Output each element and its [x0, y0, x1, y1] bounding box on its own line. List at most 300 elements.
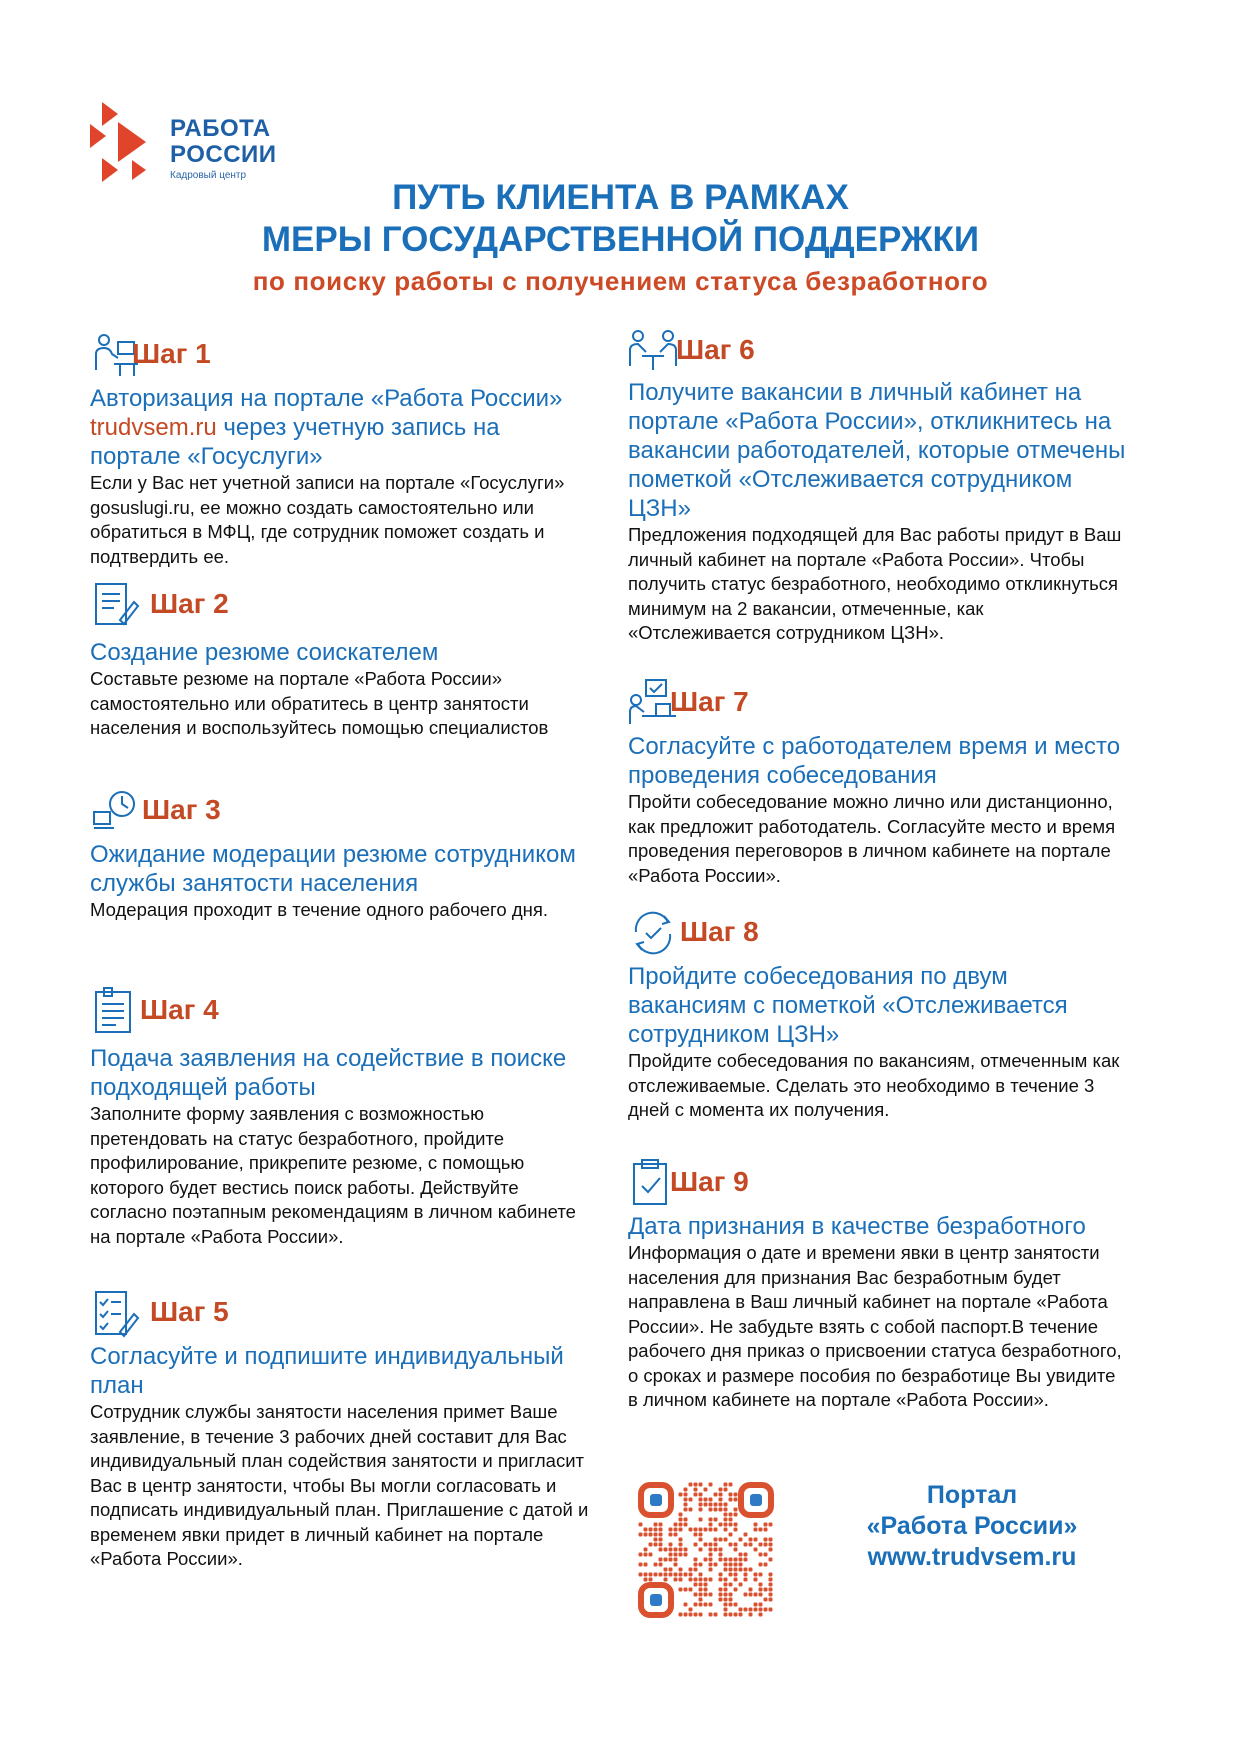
qr-module — [709, 1563, 713, 1567]
logo-arrows-icon — [88, 100, 170, 186]
qr-module — [684, 1498, 688, 1502]
qr-module — [729, 1598, 733, 1602]
qr-module — [674, 1563, 678, 1567]
qr-module — [724, 1608, 728, 1612]
qr-module — [769, 1543, 773, 1547]
qr-module — [679, 1573, 683, 1577]
qr-module — [709, 1523, 713, 1527]
qr-module — [744, 1553, 748, 1557]
qr-module — [654, 1563, 658, 1567]
qr-module — [654, 1538, 658, 1542]
qr-module — [739, 1608, 743, 1612]
step-2-label: Шаг 2 — [150, 588, 229, 619]
qr-module — [644, 1528, 648, 1532]
qr-module — [769, 1608, 773, 1612]
qr-module — [689, 1568, 693, 1572]
qr-module — [669, 1543, 673, 1547]
qr-module — [709, 1553, 713, 1557]
qr-module — [729, 1483, 733, 1487]
step-1-label: Шаг 1 — [132, 338, 211, 369]
qr-module — [754, 1603, 758, 1607]
qr-module — [684, 1613, 688, 1617]
qr-module — [649, 1533, 653, 1537]
qr-module — [739, 1538, 743, 1542]
qr-module — [734, 1613, 738, 1617]
step-4-text: Заполните форму заявления с возможностью претендовать на статус безработного, пройдите профилирование, прикрепите резюме, с помощью которого будет вестись поиск работы. Действуйте согласно поэтапным рекомендациям в личном кабинете на портале «Работа России». — [90, 1103, 576, 1247]
qr-module — [694, 1603, 698, 1607]
qr-module — [769, 1588, 773, 1592]
step-2-title: Создание резюме соискателем — [90, 639, 439, 666]
portal-caption — [842, 1480, 1102, 1573]
qr-module — [719, 1553, 723, 1557]
qr-module — [744, 1573, 748, 1577]
qr-module — [729, 1543, 733, 1547]
qr-module — [769, 1538, 773, 1542]
qr-module — [734, 1528, 738, 1532]
qr-module — [724, 1593, 728, 1597]
qr-module — [729, 1563, 733, 1567]
qr-module — [714, 1613, 718, 1617]
qr-module — [734, 1543, 738, 1547]
qr-module — [709, 1578, 713, 1582]
qr-module — [754, 1608, 758, 1612]
qr-module — [704, 1543, 708, 1547]
qr-module — [764, 1553, 768, 1557]
qr-module — [754, 1593, 758, 1597]
qr-module — [679, 1543, 683, 1547]
qr-module — [719, 1548, 723, 1552]
qr-module — [719, 1493, 723, 1497]
qr-module — [644, 1578, 648, 1582]
qr-module — [709, 1528, 713, 1532]
qr-module — [669, 1533, 673, 1537]
qr-module — [644, 1548, 648, 1552]
qr-module — [644, 1563, 648, 1567]
qr-module — [699, 1613, 703, 1617]
qr-module — [679, 1538, 683, 1542]
qr-module — [759, 1603, 763, 1607]
qr-module — [759, 1588, 763, 1592]
qr-module — [739, 1553, 743, 1557]
step-7 — [628, 678, 1128, 888]
step-8-label: Шаг 8 — [680, 916, 759, 947]
step-8 — [628, 908, 1128, 1123]
qr-module — [659, 1563, 663, 1567]
qr-module — [709, 1503, 713, 1507]
two-people-meeting-icon — [628, 326, 678, 376]
qr-module — [734, 1508, 738, 1512]
qr-module — [699, 1538, 703, 1542]
step-3-label: Шаг 3 — [142, 794, 221, 825]
qr-module — [709, 1543, 713, 1547]
logo-line-2: РОССИИ — [170, 141, 277, 168]
qr-module — [704, 1588, 708, 1592]
qr-module — [674, 1533, 678, 1537]
step-7-title: Согласуйте с работодателем время и место проведения собеседования — [628, 733, 1121, 789]
qr-module — [679, 1568, 683, 1572]
qr-module — [664, 1548, 668, 1552]
qr-module — [684, 1518, 688, 1522]
qr-module — [719, 1573, 723, 1577]
qr-module — [724, 1523, 728, 1527]
page-title-line-2: МЕРЫ ГОСУДАРСТВЕННОЙ ПОДДЕРЖКИ — [261, 220, 980, 259]
qr-module — [719, 1593, 723, 1597]
qr-module — [764, 1543, 768, 1547]
qr-module — [719, 1588, 723, 1592]
qr-module — [659, 1573, 663, 1577]
step-5-title: Согласуйте и подпишите индивидуальный план — [90, 1343, 564, 1399]
qr-module — [649, 1528, 653, 1532]
qr-module — [684, 1548, 688, 1552]
qr-module — [759, 1593, 763, 1597]
qr-module — [689, 1613, 693, 1617]
qr-module — [689, 1578, 693, 1582]
qr-module — [729, 1493, 733, 1497]
qr-module — [694, 1568, 698, 1572]
qr-module — [724, 1568, 728, 1572]
qr-code[interactable] — [638, 1482, 774, 1618]
qr-module — [659, 1548, 663, 1552]
qr-module — [654, 1543, 658, 1547]
qr-module — [689, 1588, 693, 1592]
qr-module — [699, 1548, 703, 1552]
qr-module — [729, 1523, 733, 1527]
qr-module — [759, 1553, 763, 1557]
qr-module — [709, 1548, 713, 1552]
qr-module — [699, 1588, 703, 1592]
qr-module — [654, 1533, 658, 1537]
qr-module — [724, 1588, 728, 1592]
qr-module — [709, 1603, 713, 1607]
step-6-title: Получите вакансии в личный кабинет на портале «Работа России», откликнитесь на вакансии работодателей, которые отмечены пометкой «Отслеживается сотрудником ЦЗН» — [628, 379, 1126, 522]
qr-module — [689, 1498, 693, 1502]
qr-module — [744, 1558, 748, 1562]
qr-module — [759, 1528, 763, 1532]
qr-module — [744, 1593, 748, 1597]
qr-module — [664, 1578, 668, 1582]
qr-module — [699, 1483, 703, 1487]
qr-module — [694, 1493, 698, 1497]
qr-module — [769, 1583, 773, 1587]
step-6 — [628, 330, 1128, 646]
qr-module — [739, 1583, 743, 1587]
qr-module — [714, 1508, 718, 1512]
qr-module — [759, 1608, 763, 1612]
qr-module — [754, 1578, 758, 1582]
step-3-title: Ожидание модерации резюме сотрудником службы занятости населения — [90, 841, 576, 897]
qr-module — [659, 1538, 663, 1542]
qr-module — [719, 1498, 723, 1502]
qr-module — [724, 1563, 728, 1567]
qr-module — [719, 1488, 723, 1492]
qr-module — [769, 1558, 773, 1562]
qr-module — [724, 1488, 728, 1492]
qr-module — [729, 1568, 733, 1572]
qr-module — [644, 1533, 648, 1537]
qr-module — [669, 1568, 673, 1572]
qr-module — [729, 1498, 733, 1502]
qr-module — [669, 1553, 673, 1557]
qr-module — [724, 1578, 728, 1582]
qr-module — [694, 1533, 698, 1537]
qr-module — [664, 1568, 668, 1572]
qr-module — [689, 1573, 693, 1577]
qr-module — [699, 1503, 703, 1507]
qr-module — [689, 1608, 693, 1612]
qr-module — [654, 1523, 658, 1527]
qr-module — [714, 1548, 718, 1552]
qr-module — [734, 1498, 738, 1502]
qr-module — [744, 1543, 748, 1547]
qr-module — [679, 1493, 683, 1497]
qr-module — [719, 1538, 723, 1542]
qr-module — [699, 1598, 703, 1602]
qr-module — [724, 1483, 728, 1487]
step-5-text: Сотрудник службы занятости населения примет Ваше заявление, в течение 3 рабочих дней составит для Вас индивидуальный план содействия занятости и пригласит Вас в центр занятости, чтобы Вы могли согласовать и подписать индивидуальный план. Приглашение с датой и временем явки придет в личный кабинет на портале «Работа России». — [90, 1401, 589, 1569]
step-9-title: Дата признания в качестве безработного — [628, 1213, 1086, 1240]
step-2-text: Составьте резюме на портале «Работа России» самостоятельно или обратитесь в центр занятости населения и воспользуйтесь помощью специалистов — [90, 668, 549, 738]
qr-module — [734, 1513, 738, 1517]
qr-module — [759, 1583, 763, 1587]
qr-module — [689, 1483, 693, 1487]
qr-module — [709, 1593, 713, 1597]
qr-module — [729, 1613, 733, 1617]
qr-module — [729, 1583, 733, 1587]
qr-module — [699, 1563, 703, 1567]
resume-document-icon — [90, 580, 140, 630]
qr-module — [694, 1528, 698, 1532]
qr-module — [669, 1528, 673, 1532]
qr-module — [724, 1503, 728, 1507]
qr-module — [699, 1573, 703, 1577]
qr-module — [704, 1603, 708, 1607]
step-7-label: Шаг 7 — [670, 686, 749, 717]
qr-module — [739, 1558, 743, 1562]
qr-module — [679, 1548, 683, 1552]
qr-module — [679, 1528, 683, 1532]
qr-module — [769, 1573, 773, 1577]
qr-module — [729, 1603, 733, 1607]
qr-module — [704, 1558, 708, 1562]
qr-module — [734, 1563, 738, 1567]
qr-module — [734, 1573, 738, 1577]
qr-module — [714, 1493, 718, 1497]
qr-module — [709, 1498, 713, 1502]
qr-module — [684, 1503, 688, 1507]
qr-module — [719, 1598, 723, 1602]
qr-module — [724, 1518, 728, 1522]
qr-module — [679, 1553, 683, 1557]
step-6-text: Предложения подходящей для Вас работы придут в Ваш личный кабинет на портале «Работа России». Чтобы получить статус безработного, необходимо откликнуться минимум на 2 вакансии, отмеченные, как «Отслеживается сотрудником ЦЗН». — [628, 524, 1122, 643]
step-3-text: Модерация проходит в течение одного рабочего дня. — [90, 899, 548, 920]
qr-module — [719, 1578, 723, 1582]
qr-module — [669, 1548, 673, 1552]
logo — [88, 100, 288, 186]
qr-module — [714, 1503, 718, 1507]
qr-module — [764, 1563, 768, 1567]
logo-line-1: РАБОТА — [170, 115, 271, 142]
step-9-text: Информация о дате и времени явки в центр занятости населения для признания Вас безработным будет направлена в Ваш личный кабинет на портале «Работа России». Не забудьте взять с собой паспорт.В течение рабочего дня приказ о присвоении статуса безработного, о сроках и размере пособия по безработице Вы увидите в личном кабинете на портале «Работа России». — [628, 1242, 1122, 1410]
qr-module — [679, 1578, 683, 1582]
qr-module — [639, 1573, 643, 1577]
qr-module — [674, 1528, 678, 1532]
qr-module — [699, 1528, 703, 1532]
qr-module — [769, 1593, 773, 1597]
qr-module — [729, 1518, 733, 1522]
qr-module — [699, 1578, 703, 1582]
qr-module — [724, 1558, 728, 1562]
qr-module — [694, 1563, 698, 1567]
qr-module — [674, 1558, 678, 1562]
qr-module — [694, 1593, 698, 1597]
qr-module — [709, 1508, 713, 1512]
step-4-title: Подача заявления на содействие в поиске подходящей работы — [90, 1045, 567, 1101]
qr-module — [724, 1613, 728, 1617]
qr-module — [739, 1568, 743, 1572]
qr-module — [699, 1533, 703, 1537]
qr-module — [724, 1528, 728, 1532]
qr-module — [679, 1613, 683, 1617]
qr-module — [769, 1548, 773, 1552]
qr-module — [714, 1538, 718, 1542]
qr-module — [694, 1613, 698, 1617]
qr-module — [749, 1608, 753, 1612]
qr-module — [689, 1528, 693, 1532]
qr-module — [709, 1518, 713, 1522]
step-6-label: Шаг 6 — [676, 334, 755, 365]
qr-module — [709, 1613, 713, 1617]
qr-module — [674, 1523, 678, 1527]
qr-module — [754, 1523, 758, 1527]
qr-module — [729, 1513, 733, 1517]
qr-module — [659, 1528, 663, 1532]
qr-module — [669, 1573, 673, 1577]
qr-module — [734, 1588, 738, 1592]
qr-module — [734, 1523, 738, 1527]
qr-module — [684, 1493, 688, 1497]
qr-module — [729, 1558, 733, 1562]
qr-module — [654, 1573, 658, 1577]
step-5-label: Шаг 5 — [150, 1296, 229, 1327]
qr-module — [684, 1553, 688, 1557]
qr-module — [724, 1598, 728, 1602]
qr-module — [694, 1543, 698, 1547]
portal-line-2: «Работа России» — [866, 1512, 1078, 1540]
qr-module — [639, 1553, 643, 1557]
qr-module — [704, 1498, 708, 1502]
qr-module — [724, 1538, 728, 1542]
qr-module — [694, 1583, 698, 1587]
qr-module — [734, 1578, 738, 1582]
qr-module — [714, 1563, 718, 1567]
application-form-icon — [90, 986, 140, 1036]
qr-module — [749, 1588, 753, 1592]
qr-module — [729, 1533, 733, 1537]
step-8-text: Пройдите собеседования по вакансиям, отмеченным как отслеживаемые. Сделать это необходимо в течение 3 дней с момента их получения. — [628, 1050, 1120, 1120]
qr-module — [649, 1573, 653, 1577]
qr-module — [684, 1523, 688, 1527]
qr-module — [749, 1568, 753, 1572]
qr-module — [749, 1538, 753, 1542]
page-title-line-1: ПУТЬ КЛИЕНТА В РАМКАХ — [392, 178, 849, 217]
qr-module — [684, 1603, 688, 1607]
qr-module — [684, 1508, 688, 1512]
qr-module — [659, 1523, 663, 1527]
step-1-text: Если у Вас нет учетной записи на портале «Госуслуги» gosuslugi.ru, ее можно создать самостоятельно или обратиться в МФЦ, где сотрудник поможет создать и подтвердить ее. — [90, 472, 565, 567]
qr-module — [719, 1523, 723, 1527]
qr-module — [744, 1533, 748, 1537]
qr-module — [704, 1503, 708, 1507]
qr-module — [754, 1548, 758, 1552]
qr-module — [729, 1593, 733, 1597]
qr-module — [734, 1558, 738, 1562]
qr-module — [674, 1573, 678, 1577]
step-4-label: Шаг 4 — [140, 994, 219, 1025]
waiting-clock-icon — [90, 786, 140, 836]
qr-module — [724, 1603, 728, 1607]
qr-module — [674, 1553, 678, 1557]
qr-module — [709, 1558, 713, 1562]
step-1-title: Авторизация на портале «Работа России» trudvsem.ru через учетную запись на портале «Госуслуги» — [90, 385, 563, 470]
qr-module — [694, 1578, 698, 1582]
checklist-sign-icon — [90, 1288, 140, 1338]
qr-module — [674, 1578, 678, 1582]
step-7-text: Пройти собеседование можно лично или дистанционно, как предложит работодатель. Согласуйте место и время проведения переговоров в личном кабинете на портале «Работа России». — [628, 791, 1116, 886]
qr-module — [639, 1563, 643, 1567]
qr-module — [644, 1553, 648, 1557]
qr-module — [734, 1603, 738, 1607]
qr-module — [759, 1613, 763, 1617]
qr-module — [659, 1533, 663, 1537]
qr-module — [764, 1528, 768, 1532]
step-9-label: Шаг 9 — [670, 1166, 749, 1197]
portal-url[interactable]: www.trudvsem.ru — [867, 1543, 1077, 1571]
qr-module — [704, 1488, 708, 1492]
qr-module — [744, 1608, 748, 1612]
qr-module — [714, 1528, 718, 1532]
qr-module — [694, 1558, 698, 1562]
qr-module — [719, 1508, 723, 1512]
trudvsem-link[interactable]: trudvsem.ru — [90, 414, 217, 441]
qr-module — [769, 1598, 773, 1602]
qr-module — [704, 1583, 708, 1587]
qr-module — [734, 1568, 738, 1572]
portal-line-1: Портал — [926, 1481, 1018, 1509]
qr-module — [754, 1573, 758, 1577]
qr-module — [759, 1563, 763, 1567]
qr-module — [759, 1543, 763, 1547]
qr-module — [734, 1493, 738, 1497]
qr-module — [699, 1498, 703, 1502]
qr-module — [679, 1518, 683, 1522]
qr-module — [769, 1523, 773, 1527]
step-4 — [90, 986, 590, 1249]
qr-module — [724, 1513, 728, 1517]
qr-module — [764, 1523, 768, 1527]
step-1 — [90, 330, 590, 569]
qr-module — [689, 1508, 693, 1512]
qr-module — [674, 1548, 678, 1552]
qr-module — [679, 1513, 683, 1517]
qr-module — [649, 1553, 653, 1557]
step-8-title: Пройдите собеседования по двум вакансиям с пометкой «Отслеживается сотрудником ЦЗН» — [628, 963, 1068, 1048]
step-9 — [628, 1158, 1128, 1413]
qr-module — [704, 1578, 708, 1582]
qr-module — [724, 1508, 728, 1512]
qr-module — [709, 1483, 713, 1487]
qr-module — [679, 1588, 683, 1592]
qr-module — [744, 1578, 748, 1582]
